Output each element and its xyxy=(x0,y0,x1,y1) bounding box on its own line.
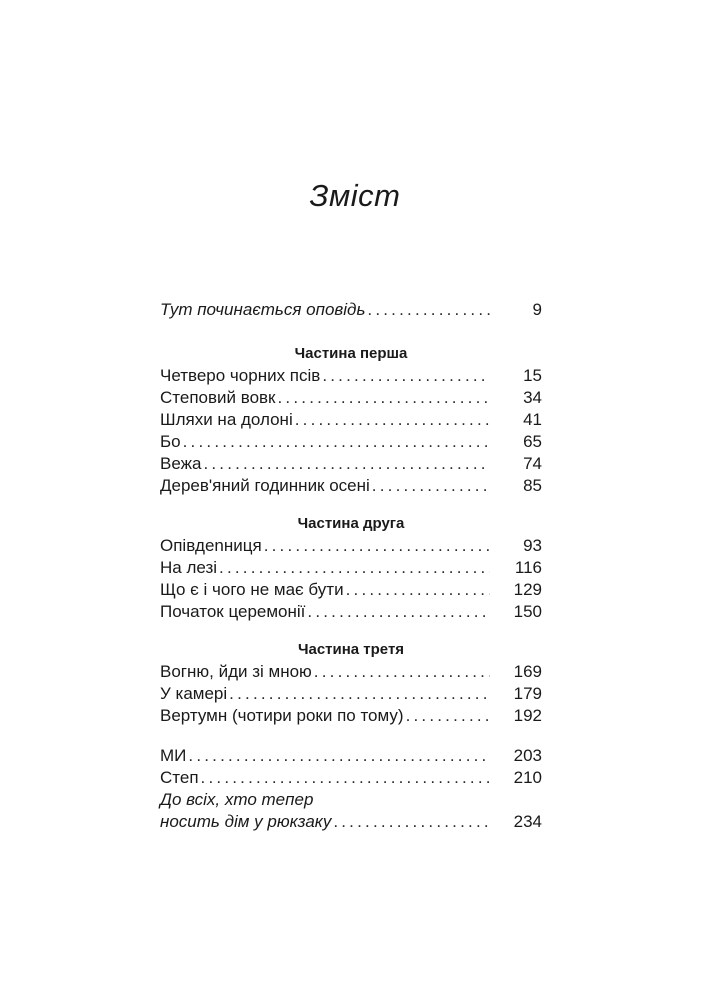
toc-entry[interactable] xyxy=(160,766,542,790)
toc-page-number: 169 xyxy=(513,662,542,681)
toc-entry-label: Дерев'яний годинник осені xyxy=(160,476,370,495)
toc-entry-label: Тут починається оповідь xyxy=(160,300,366,319)
toc-entry-label: Початок церемонії xyxy=(160,602,306,621)
toc-page-number: 93 xyxy=(523,536,542,555)
toc-page-number: 15 xyxy=(523,366,542,385)
dot-leader xyxy=(295,408,490,432)
toc-entry-label: МИ xyxy=(160,746,187,765)
dot-leader xyxy=(188,744,490,768)
toc-entry-label: Четверо чорних псів xyxy=(160,366,321,385)
dot-leader xyxy=(219,556,490,580)
dot-leader xyxy=(372,474,490,498)
dot-leader xyxy=(201,766,490,790)
dot-leader xyxy=(346,578,490,602)
dot-leader xyxy=(264,534,490,558)
toc-page-number: 234 xyxy=(513,812,542,831)
dot-leader xyxy=(314,660,490,684)
toc-entry-label: У камері xyxy=(160,684,228,703)
dot-leader xyxy=(333,810,490,834)
toc-entry-label: Вертумн (чотири роки по тому) xyxy=(160,706,404,725)
toc-entry[interactable] xyxy=(160,452,542,476)
toc-entry[interactable] xyxy=(160,364,542,388)
toc-page-number: 192 xyxy=(513,706,542,725)
toc-entry-label: Що є і чого не має бути xyxy=(160,580,344,599)
toc-entry-label: Бо xyxy=(160,432,181,451)
toc-entry[interactable] xyxy=(160,660,542,684)
toc-entry-label: носить дім у рюкзаку xyxy=(160,812,332,831)
toc-page-number: 41 xyxy=(523,410,542,429)
toc-entry-label: На лезі xyxy=(160,558,218,577)
dot-leader xyxy=(203,452,490,476)
toc-page-number: 129 xyxy=(513,580,542,599)
toc-entry[interactable] xyxy=(160,704,542,728)
toc-entry[interactable] xyxy=(160,408,542,432)
toc-page-number: 203 xyxy=(513,746,542,765)
toc-entry[interactable] xyxy=(160,556,542,580)
toc-entry-intro[interactable] xyxy=(160,298,542,322)
toc-entry[interactable] xyxy=(160,744,542,768)
page-title: Зміст xyxy=(309,178,401,213)
toc-entry[interactable] xyxy=(160,474,542,498)
toc-page-number: 179 xyxy=(513,684,542,703)
toc-page-number: 116 xyxy=(514,558,542,577)
toc-entry-label: Вогню, йди зі мною xyxy=(160,662,312,681)
toc-page-number: 150 xyxy=(513,602,542,621)
toc-page-number: 65 xyxy=(523,432,542,451)
dot-leader xyxy=(307,600,490,624)
toc-entry-label: Опівдenниця xyxy=(160,536,262,555)
toc-page-number: 74 xyxy=(523,454,542,473)
toc-page-number: 34 xyxy=(523,388,542,407)
toc-entry-label: Степовий вовк xyxy=(160,388,276,407)
toc-page-number: 85 xyxy=(523,476,542,495)
toc-entry-label: Шляхи на долоні xyxy=(160,410,293,429)
toc-entry[interactable] xyxy=(160,578,542,602)
dot-leader xyxy=(183,430,490,454)
dot-leader xyxy=(367,298,490,322)
dot-leader xyxy=(322,364,490,388)
toc-entry[interactable] xyxy=(160,534,542,558)
toc-entry[interactable] xyxy=(160,386,542,410)
dot-leader xyxy=(229,682,490,706)
part-heading-1: Частина перша xyxy=(294,345,408,362)
toc-page-number: 9 xyxy=(532,300,542,319)
dot-leader xyxy=(278,386,491,410)
dedication-line-1: До всіх, хто тепер xyxy=(160,790,314,809)
dot-leader xyxy=(406,704,490,728)
toc-entry-label: Вежа xyxy=(160,454,202,473)
toc-entry[interactable] xyxy=(160,600,542,624)
toc-page-number: 210 xyxy=(513,768,542,787)
toc-entry-dedication[interactable] xyxy=(160,810,542,834)
part-heading-2: Частина друга xyxy=(297,515,405,532)
toc-entry-label: Степ xyxy=(160,768,199,787)
part-heading-3: Частина третя xyxy=(297,641,405,658)
toc-entry[interactable] xyxy=(160,682,542,706)
toc-entry[interactable] xyxy=(160,430,542,454)
